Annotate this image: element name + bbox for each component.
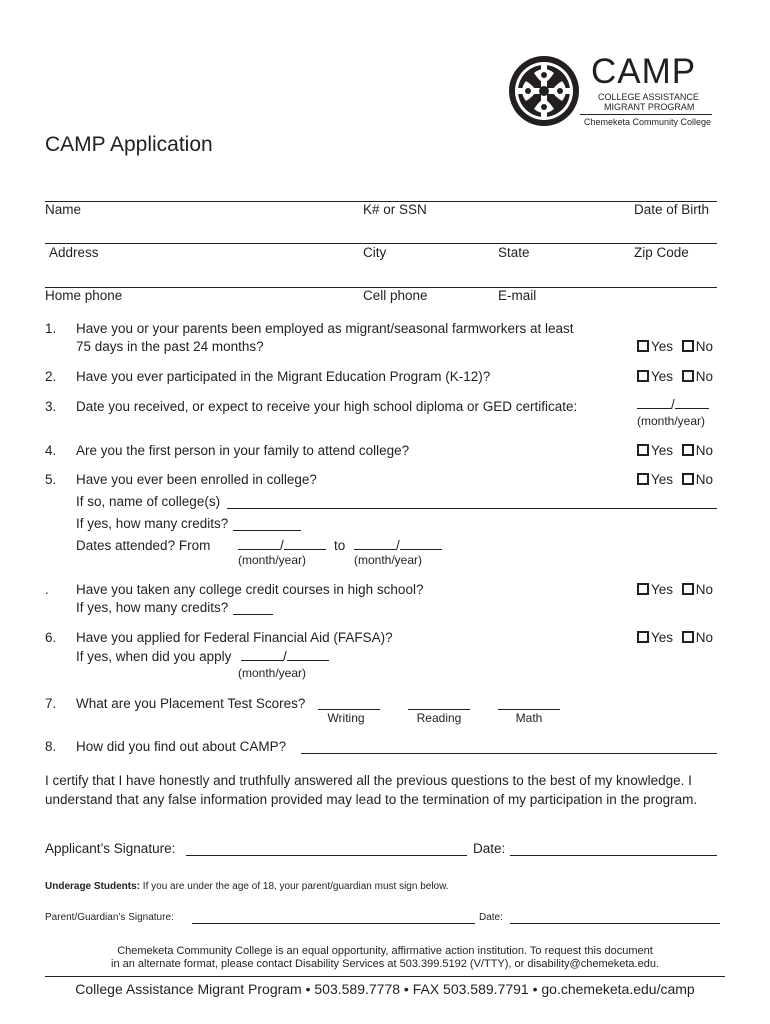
q1-number: 1.: [45, 321, 57, 336]
q-hs-no-checkbox[interactable]: [682, 583, 694, 595]
q1-yes-label: Yes: [651, 339, 674, 354]
q5-yes-checkbox[interactable]: [637, 473, 649, 485]
q2-text: Have you ever participated in the Migrant Education Program (K-12)?: [76, 369, 491, 384]
underage-bold: Underage Students:: [45, 881, 141, 892]
footer-notice-line2: in an alternate format, please contact Disability Services at 503.399.5192 (V/TTY), or disability@chemeketa.edu.: [111, 958, 659, 970]
q4-options: [637, 443, 713, 458]
q8-text: How did you find out about CAMP?: [76, 739, 287, 754]
q6-caption: (month/year): [238, 666, 307, 680]
q-hs-yes-checkbox[interactable]: [637, 583, 649, 595]
q5-to-label: to: [334, 538, 346, 553]
q7-reading-line[interactable]: [408, 709, 470, 710]
camp-emblem-icon: [508, 55, 580, 127]
q1-text-line2: 75 days in the past 24 months?: [76, 339, 264, 354]
q4-text: Are you the first person in your family to attend college?: [76, 443, 410, 458]
q4-yes-checkbox[interactable]: [637, 444, 649, 456]
q4-yes-label: Yes: [651, 443, 674, 458]
q5-yes-label: Yes: [651, 472, 674, 487]
q2-no-label: No: [695, 369, 714, 384]
q5-no-checkbox[interactable]: [682, 473, 694, 485]
q4-no-checkbox[interactable]: [682, 444, 694, 456]
q5-options: [637, 472, 713, 487]
q6-no-checkbox[interactable]: [682, 631, 694, 643]
parent-signature-line[interactable]: [192, 923, 475, 924]
logo-wordmark: CAMP: [591, 52, 697, 91]
q5-credits-label: If yes, how many credits?: [76, 516, 229, 531]
q3-slash: /: [671, 397, 675, 412]
q1-options: [637, 339, 713, 354]
q5-colleges-label: If so, name of college(s): [76, 494, 221, 509]
q6-when-label: If yes, when did you apply: [76, 649, 232, 664]
applicant-date-label: Date:: [473, 841, 506, 856]
email-label: E-mail: [498, 288, 537, 303]
city-label: City: [363, 245, 387, 260]
cell-phone-label: Cell phone: [363, 288, 428, 303]
logo-line2: MIGRANT PROGRAM: [604, 102, 695, 112]
footer-contact: College Assistance Migrant Program • 503.589.7778 • FAX 503.589.7791 • go.chemeketa.edu/camp: [75, 981, 695, 997]
home-phone-label: Home phone: [45, 288, 123, 303]
q7-reading-label: Reading: [416, 711, 462, 725]
certify-line2: understand that any false information provided may lead to the termination of my participation in the program.: [45, 792, 698, 807]
q5-no-label: No: [695, 472, 714, 487]
applicant-signature-line[interactable]: [186, 855, 467, 856]
q7-writing-label: Writing: [327, 711, 365, 725]
applicant-signature-label: Applicant’s Signature:: [45, 841, 176, 856]
q2-yes-label: Yes: [651, 369, 674, 384]
address-label: Address: [49, 245, 99, 260]
certify-line1: I certify that I have honestly and truthfully answered all the previous questions to the best of my knowledge. I: [45, 773, 692, 788]
underage-note: [45, 881, 449, 892]
q5-colleges-line[interactable]: [227, 508, 717, 509]
q6-text: Have you applied for Federal Financial Aid (FAFSA)?: [76, 630, 393, 645]
address-row-line[interactable]: [45, 243, 717, 244]
q5-from-field[interactable]: [238, 538, 326, 553]
dob-label: Date of Birth: [634, 202, 710, 217]
state-label: State: [498, 245, 530, 260]
footer-divider: [45, 976, 725, 977]
q6-date-field[interactable]: [241, 649, 329, 664]
q5-from-caption: (month/year): [238, 553, 307, 567]
q5-credits-line[interactable]: [233, 530, 301, 531]
q1-text-line1: Have you or your parents been employed as migrant/seasonal farmworkers at least: [76, 321, 574, 336]
q6-number: 6.: [45, 630, 57, 645]
parent-date-label: Date:: [479, 912, 503, 923]
logo-line1: COLLEGE ASSISTANCE: [598, 92, 699, 102]
page-title: CAMP Application: [45, 133, 213, 156]
q-hs-number: .: [45, 582, 49, 597]
q1-no-label: No: [695, 339, 714, 354]
q7-text: What are you Placement Test Scores?: [76, 696, 306, 711]
parent-date-line[interactable]: [510, 923, 720, 924]
logo-divider: [580, 114, 712, 115]
q5-from-slash: /: [280, 538, 284, 553]
q6-yes-checkbox[interactable]: [637, 631, 649, 643]
q5-text: Have you ever been enrolled in college?: [76, 472, 317, 487]
q-hs-no-label: No: [695, 582, 714, 597]
q7-number: 7.: [45, 696, 57, 711]
q4-number: 4.: [45, 443, 57, 458]
q6-yes-label: Yes: [651, 630, 674, 645]
q5-to-caption: (month/year): [354, 553, 423, 567]
q5-dates-label: Dates attended? From: [76, 538, 211, 553]
q2-number: 2.: [45, 369, 57, 384]
q3-caption: (month/year): [637, 414, 706, 428]
q4-no-label: No: [695, 443, 714, 458]
zip-label: Zip Code: [634, 245, 689, 260]
q8-answer-line[interactable]: [301, 753, 717, 754]
q5-to-slash: /: [396, 538, 400, 553]
k-ssn-label: K# or SSN: [363, 202, 427, 217]
q-hs-credits-line[interactable]: [233, 614, 273, 615]
q6-no-label: No: [695, 630, 714, 645]
underage-text: If you are under the age of 18, your parent/guardian must sign below.: [140, 881, 449, 892]
q2-yes-checkbox[interactable]: [637, 370, 649, 382]
footer-notice-line1: Chemeketa Community College is an equal opportunity, affirmative action institution. To request this document: [117, 945, 653, 957]
q-hs-credits-label: If yes, how many credits?: [76, 600, 229, 615]
q1-yes-checkbox[interactable]: [637, 340, 649, 352]
q-hs-options: [637, 582, 713, 597]
q2-options: [637, 369, 713, 384]
q1-no-checkbox[interactable]: [682, 340, 694, 352]
q3-date-field[interactable]: [637, 397, 709, 412]
q2-no-checkbox[interactable]: [682, 370, 694, 382]
logo-college-name: Chemeketa Community College: [584, 117, 712, 127]
q5-to-field[interactable]: [354, 538, 442, 553]
q3-text: Date you received, or expect to receive your high school diploma or GED certificate:: [76, 399, 578, 414]
q8-number: 8.: [45, 739, 57, 754]
parent-signature-label: Parent/Guardian’s Signature:: [45, 912, 174, 923]
q7-math-label: Math: [515, 711, 543, 725]
q5-number: 5.: [45, 472, 57, 487]
q7-writing-line[interactable]: [318, 709, 380, 710]
q7-math-line[interactable]: [498, 709, 560, 710]
q3-number: 3.: [45, 399, 57, 414]
name-label: Name: [45, 202, 82, 217]
q-hs-yes-label: Yes: [651, 582, 674, 597]
q-hs-text: Have you taken any college credit courses in high school?: [76, 582, 424, 597]
applicant-date-line[interactable]: [510, 855, 717, 856]
q6-options: [637, 630, 713, 645]
q6-slash: /: [283, 649, 287, 664]
